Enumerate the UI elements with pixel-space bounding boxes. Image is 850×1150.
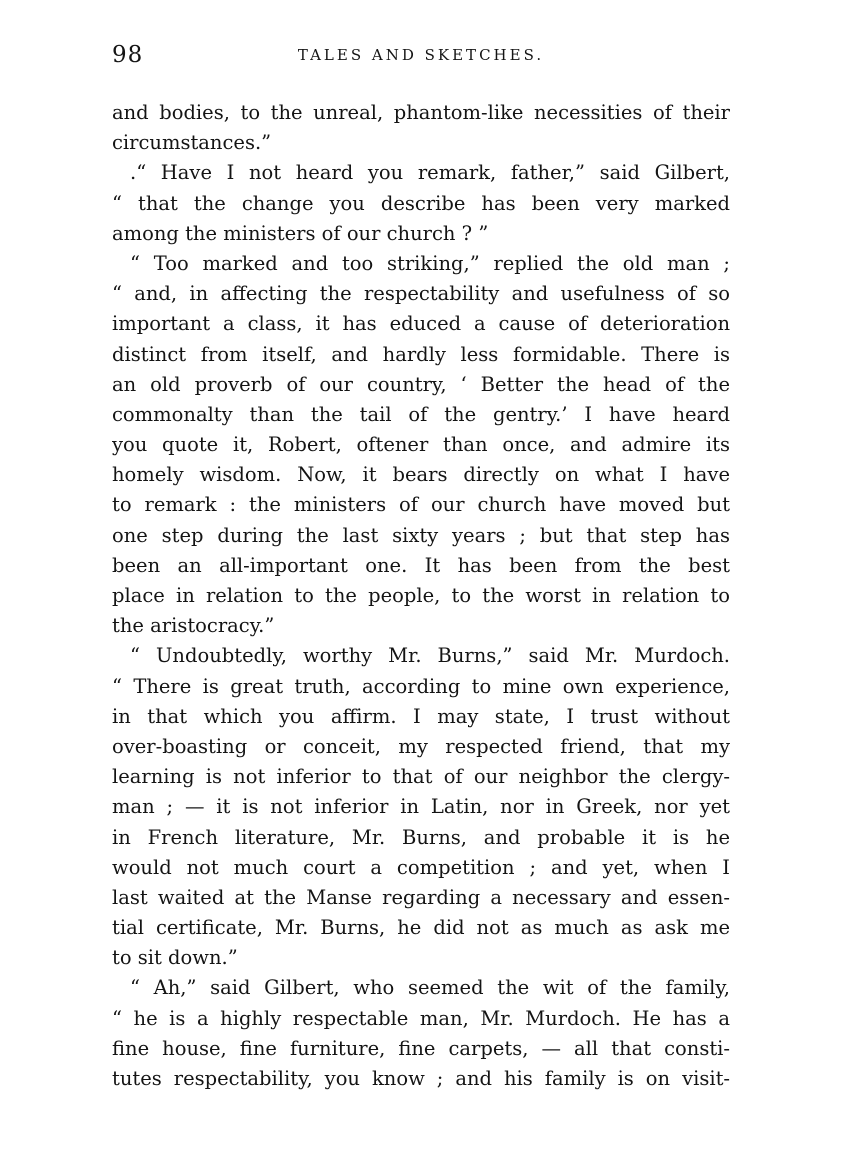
text-line: an old proverb of our country, ‘ Better the head of the	[112, 372, 730, 396]
text-line: last waited at the Manse regarding a necessary and essen-	[112, 885, 730, 909]
text-line: “ There is great truth, according to mine own experience,	[112, 674, 730, 698]
text-line: to remark : the ministers of our church have moved but	[112, 493, 730, 517]
text-line: “ he is a highly respectable man, Mr. Murdoch. He has a	[112, 1006, 730, 1030]
page-number: 98	[112, 42, 144, 68]
text-line: “ that the change you describe has been very marked	[112, 191, 730, 215]
text-line: “ Undoubtedly, worthy Mr. Burns,” said Mr. Murdoch.	[130, 644, 730, 668]
running-title: TALES AND SKETCHES.	[297, 46, 545, 64]
text-line: fine house, fine furniture, fine carpets, — all that consti-	[112, 1036, 730, 1060]
text-line: to sit down.”	[112, 946, 238, 970]
text-line: among the ministers of our church ? ”	[112, 221, 489, 245]
text-line: tial certificate, Mr. Burns, he did not as much as ask me	[112, 916, 730, 940]
text-line: one step during the last sixty years ; but that step has	[112, 523, 730, 547]
text-line: “ Ah,” said Gilbert, who seemed the wit of the family,	[130, 976, 730, 1000]
text-line: circumstances.”	[112, 131, 272, 155]
text-line: the aristocracy.”	[112, 614, 275, 638]
text-line: “ and, in affecting the respectability and usefulness of so	[112, 282, 730, 306]
text-line: learning is not inferior to that of our neighbor the clergy-	[112, 765, 730, 789]
text-line: you quote it, Robert, oftener than once, and admire its	[112, 433, 730, 457]
text-line: man ; — it is not inferior in Latin, nor in Greek, nor yet	[112, 795, 730, 819]
text-line: commonalty than the tail of the gentry.’ I have heard	[112, 402, 730, 426]
text-line: important a class, it has educed a cause of deterioration	[112, 312, 730, 336]
text-line: homely wisdom. Now, it bears directly on what I have	[112, 463, 730, 487]
text-line: tutes respectability, you know ; and his family is on visit-	[112, 1067, 730, 1090]
text-line: and bodies, to the unreal, phantom-like necessities of their	[112, 101, 730, 124]
body-text	[112, 98, 730, 1094]
text-line: in that which you affirm. I may state, I trust without	[112, 704, 730, 728]
text-line: .“ Have I not heard you remark, father,” said Gilbert,	[130, 161, 730, 185]
running-head	[112, 42, 730, 82]
text-line: in French literature, Mr. Burns, and probable it is he	[112, 825, 730, 849]
text-line: been an all-important one. It has been from the best	[112, 553, 730, 577]
text-line: over-boasting or conceit, my respected friend, that my	[112, 734, 730, 758]
text-line: “ Too marked and too striking,” replied the old man ;	[130, 251, 730, 275]
text-line: would not much court a competition ; and yet, when I	[112, 855, 730, 879]
text-line: place in relation to the people, to the worst in relation to	[112, 584, 730, 607]
text-line: distinct from itself, and hardly less formidable. There is	[112, 342, 730, 366]
